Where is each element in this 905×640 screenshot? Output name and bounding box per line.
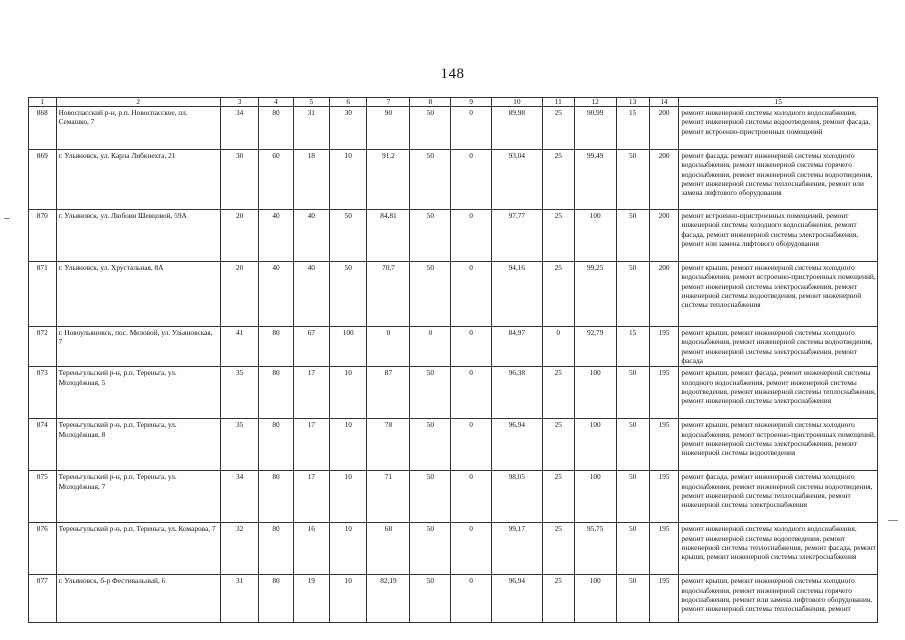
cell-c7: 82,19 — [367, 575, 410, 623]
address: Тереньгульский р-н, р.п. Тереньга, ул. Молодёжная, 7 — [56, 471, 220, 523]
cell-c10: 89,98 — [492, 107, 543, 150]
cell-c9: 0 — [451, 419, 492, 471]
col-header: 3 — [220, 98, 259, 107]
cell-c4: 80 — [259, 523, 293, 575]
cell-c8: 50 — [410, 419, 451, 471]
cell-c6: 10 — [329, 575, 366, 623]
cell-c8: 50 — [410, 523, 451, 575]
address: Новоспасский р-н, р.п. Новоспасское, пл. Семашко, 7 — [56, 107, 220, 150]
cell-c13: 50 — [616, 150, 649, 210]
table-row — [29, 210, 878, 262]
cell-c9: 0 — [451, 575, 492, 623]
address: г. Ульяновск, ул. Хрустальная, 8А — [56, 262, 220, 327]
col-header: 7 — [367, 98, 410, 107]
cell-c10: 96,94 — [492, 419, 543, 471]
cell-c4: 80 — [259, 471, 293, 523]
cell-c3: 41 — [220, 327, 259, 367]
table-row — [29, 575, 878, 623]
cell-c9: 0 — [451, 367, 492, 419]
works-description: ремонт фасада, ремонт инженерной системы холодного водоснабжения, ремонт инженерной системы водоотведения, ремонт инженерной системы теплоснабжения, ремонт инженерной системы электроснабжения — [679, 471, 878, 523]
cell-c10: 84,97 — [492, 327, 543, 367]
row-number: 869 — [29, 150, 57, 210]
cell-c4: 80 — [259, 327, 293, 367]
table-row — [29, 150, 878, 210]
scan-edge-right — [888, 520, 898, 521]
cell-c11: 25 — [542, 150, 574, 210]
cell-c11: 25 — [542, 210, 574, 262]
address: г. Ульяновск, ул. Любови Шевцовой, 59А — [56, 210, 220, 262]
cell-c8: 50 — [410, 471, 451, 523]
cell-c6: 10 — [329, 471, 366, 523]
cell-c12: 99,49 — [574, 150, 616, 210]
works-description: ремонт крыши, ремонт инженерной системы холодного водоснабжения, ремонт инженерной системы водоотведения, ремонт инженерной системы электроснабжения, ремонт фасада — [679, 327, 878, 367]
scan-edge-left — [4, 218, 10, 219]
cell-c9: 0 — [451, 327, 492, 367]
cell-c4: 40 — [259, 262, 293, 327]
row-number: 876 — [29, 523, 57, 575]
cell-c12: 99,25 — [574, 262, 616, 327]
table-row — [29, 107, 878, 150]
row-number: 877 — [29, 575, 57, 623]
cell-c6: 10 — [329, 367, 366, 419]
cell-c13: 15 — [616, 327, 649, 367]
cell-c9: 0 — [451, 523, 492, 575]
cell-c3: 35 — [220, 419, 259, 471]
cell-c14: 200 — [649, 262, 679, 327]
cell-c9: 0 — [451, 107, 492, 150]
cell-c11: 0 — [542, 327, 574, 367]
cell-c14: 195 — [649, 471, 679, 523]
cell-c9: 0 — [451, 471, 492, 523]
col-header: 8 — [410, 98, 451, 107]
cell-c5: 40 — [293, 262, 329, 327]
col-header: 6 — [329, 98, 366, 107]
cell-c6: 10 — [329, 150, 366, 210]
cell-c7: 0 — [367, 327, 410, 367]
cell-c14: 195 — [649, 575, 679, 623]
cell-c10: 98,05 — [492, 471, 543, 523]
row-number: 872 — [29, 327, 57, 367]
cell-c14: 195 — [649, 419, 679, 471]
cell-c12: 100 — [574, 210, 616, 262]
cell-c8: 50 — [410, 367, 451, 419]
row-number: 874 — [29, 419, 57, 471]
cell-c13: 50 — [616, 367, 649, 419]
address: Тереньгульский р-н, р.п. Тереньга, ул. Комарова, 7 — [56, 523, 220, 575]
cell-c12: 100 — [574, 367, 616, 419]
cell-c13: 50 — [616, 471, 649, 523]
cell-c5: 18 — [293, 150, 329, 210]
col-header: 12 — [574, 98, 616, 107]
col-header: 5 — [293, 98, 329, 107]
cell-c5: 31 — [293, 107, 329, 150]
works-description: ремонт крыши, ремонт фасада, ремонт инженерной системы холодного водоснабжения, ремонт инженерной системы водоотведения, ремонт инженерной системы теплоснабжения, ремонт инженерной системы электроснабжения — [679, 367, 878, 419]
cell-c12: 92,79 — [574, 327, 616, 367]
works-description: ремонт встроенно-пристроенных помещений, ремонт инженерной системы холодного водоснабжения, ремонт фасада, ремонт инженерной системы электроснабжения, ремонт или замена лифтового оборудования — [679, 210, 878, 262]
cell-c4: 80 — [259, 419, 293, 471]
cell-c8: 50 — [410, 150, 451, 210]
row-number: 871 — [29, 262, 57, 327]
cell-c14: 195 — [649, 327, 679, 367]
col-header: 11 — [542, 98, 574, 107]
cell-c4: 40 — [259, 210, 293, 262]
cell-c9: 0 — [451, 210, 492, 262]
cell-c3: 30 — [220, 150, 259, 210]
cell-c7: 87 — [367, 367, 410, 419]
works-description: ремонт инженерной системы холодного водоснабжения, ремонт инженерной системы водоотведения, ремонт фасада, ремонт встроенно-пристроенных помещений — [679, 107, 878, 150]
address: Тереньгульский р-н, р.п. Тереньга, ул. Молодёжная, 8 — [56, 419, 220, 471]
cell-c3: 20 — [220, 262, 259, 327]
works-description: ремонт крыши, ремонт инженерной системы холодного водоснабжения, ремонт инженерной системы горячего водоснабжения, ремонт или замена лифтового оборудования, ремонт инженерной системы теплоснабжения, ремонт — [679, 575, 878, 623]
address: Тереньгульский р-н, р.п. Тереньга, ул. Молодёжная, 5 — [56, 367, 220, 419]
col-header: 4 — [259, 98, 293, 107]
cell-c12: 100 — [574, 575, 616, 623]
table-row — [29, 523, 878, 575]
table-row — [29, 471, 878, 523]
row-number: 875 — [29, 471, 57, 523]
cell-c14: 195 — [649, 523, 679, 575]
cell-c4: 60 — [259, 150, 293, 210]
cell-c10: 96,94 — [492, 575, 543, 623]
cell-c7: 71 — [367, 471, 410, 523]
works-description: ремонт крыши, ремонт инженерной системы холодного водоснабжения, ремонт встроенно-пристроенных помещений, ремонт инженерной системы электроснабжения, ремонт инженерной системы водоотведения — [679, 419, 878, 471]
works-description: ремонт инженерной системы холодного водоснабжения, ремонт инженерной системы водоотведения, ремонт инженерной системы теплоснабжения, ремонт фасада, ремонт крыши, ремонт инженерной системы электроснабжения — [679, 523, 878, 575]
cell-c11: 25 — [542, 262, 574, 327]
cell-c4: 80 — [259, 107, 293, 150]
table-row — [29, 262, 878, 327]
col-header: 2 — [56, 98, 220, 107]
cell-c3: 34 — [220, 107, 259, 150]
cell-c7: 78 — [367, 419, 410, 471]
cell-c4: 80 — [259, 575, 293, 623]
cell-c3: 20 — [220, 210, 259, 262]
cell-c8: 50 — [410, 107, 451, 150]
cell-c7: 70,7 — [367, 262, 410, 327]
cell-c13: 50 — [616, 262, 649, 327]
cell-c11: 25 — [542, 575, 574, 623]
cell-c10: 99,17 — [492, 523, 543, 575]
cell-c7: 84,81 — [367, 210, 410, 262]
row-number: 868 — [29, 107, 57, 150]
row-number: 873 — [29, 367, 57, 419]
cell-c13: 15 — [616, 107, 649, 150]
cell-c8: 50 — [410, 575, 451, 623]
data-table — [28, 97, 878, 623]
cell-c12: 90,99 — [574, 107, 616, 150]
cell-c9: 0 — [451, 262, 492, 327]
col-header: 10 — [492, 98, 543, 107]
table-body — [29, 107, 878, 623]
cell-c13: 50 — [616, 523, 649, 575]
cell-c3: 34 — [220, 471, 259, 523]
cell-c11: 25 — [542, 107, 574, 150]
cell-c6: 50 — [329, 262, 366, 327]
cell-c12: 100 — [574, 471, 616, 523]
cell-c5: 16 — [293, 523, 329, 575]
table-row — [29, 327, 878, 367]
col-header: 13 — [616, 98, 649, 107]
col-header: 15 — [679, 98, 878, 107]
cell-c14: 195 — [649, 367, 679, 419]
cell-c6: 30 — [329, 107, 366, 150]
cell-c3: 35 — [220, 367, 259, 419]
works-description: ремонт крыши, ремонт инженерной системы холодного водоснабжения, ремонт встроенно-пристроенных помещений, ремонт инженерной системы электроснабжения, ремонт инженерной системы водоотведения, ремонт инженерной системы теплоснабжения — [679, 262, 878, 327]
cell-c13: 50 — [616, 575, 649, 623]
cell-c7: 68 — [367, 523, 410, 575]
table-row — [29, 419, 878, 471]
cell-c8: 50 — [410, 210, 451, 262]
cell-c5: 67 — [293, 327, 329, 367]
cell-c11: 25 — [542, 471, 574, 523]
cell-c11: 25 — [542, 419, 574, 471]
page-number: 148 — [440, 66, 465, 82]
cell-c11: 25 — [542, 367, 574, 419]
cell-c14: 200 — [649, 107, 679, 150]
cell-c5: 17 — [293, 419, 329, 471]
cell-c11: 25 — [542, 523, 574, 575]
address: г. Ульяновск, б-р Фестивальный, 6 — [56, 575, 220, 623]
cell-c6: 10 — [329, 523, 366, 575]
cell-c8: 50 — [410, 262, 451, 327]
cell-c10: 97,77 — [492, 210, 543, 262]
cell-c6: 10 — [329, 419, 366, 471]
works-description: ремонт фасада, ремонт инженерной системы холодного водоснабжения, ремонт инженерной системы горячего водоснабжения, ремонт инженерной системы водоотведения, ремонт инженерной системы теплоснабжения, ремонт или замена лифтового оборудования — [679, 150, 878, 210]
cell-c12: 95,75 — [574, 523, 616, 575]
cell-c14: 200 — [649, 210, 679, 262]
cell-c9: 0 — [451, 150, 492, 210]
cell-c7: 90 — [367, 107, 410, 150]
table-row — [29, 367, 878, 419]
col-header: 14 — [649, 98, 679, 107]
cell-c6: 100 — [329, 327, 366, 367]
cell-c12: 100 — [574, 419, 616, 471]
cell-c13: 50 — [616, 210, 649, 262]
col-header: 1 — [29, 98, 57, 107]
cell-c14: 200 — [649, 150, 679, 210]
col-header: 9 — [451, 98, 492, 107]
cell-c5: 40 — [293, 210, 329, 262]
cell-c3: 31 — [220, 575, 259, 623]
header-row — [29, 98, 878, 107]
cell-c7: 91,2 — [367, 150, 410, 210]
cell-c5: 17 — [293, 367, 329, 419]
cell-c6: 50 — [329, 210, 366, 262]
cell-c10: 93,04 — [492, 150, 543, 210]
cell-c5: 19 — [293, 575, 329, 623]
cell-c8: 0 — [410, 327, 451, 367]
cell-c10: 94,16 — [492, 262, 543, 327]
row-number: 870 — [29, 210, 57, 262]
cell-c5: 17 — [293, 471, 329, 523]
cell-c4: 80 — [259, 367, 293, 419]
cell-c13: 50 — [616, 419, 649, 471]
cell-c3: 32 — [220, 523, 259, 575]
cell-c10: 96,38 — [492, 367, 543, 419]
address: г. Ульяновск, ул. Карла Либкнехта, 21 — [56, 150, 220, 210]
address: г. Новоульяновск, пос. Меловой, ул. Ульяновская, 7 — [56, 327, 220, 367]
